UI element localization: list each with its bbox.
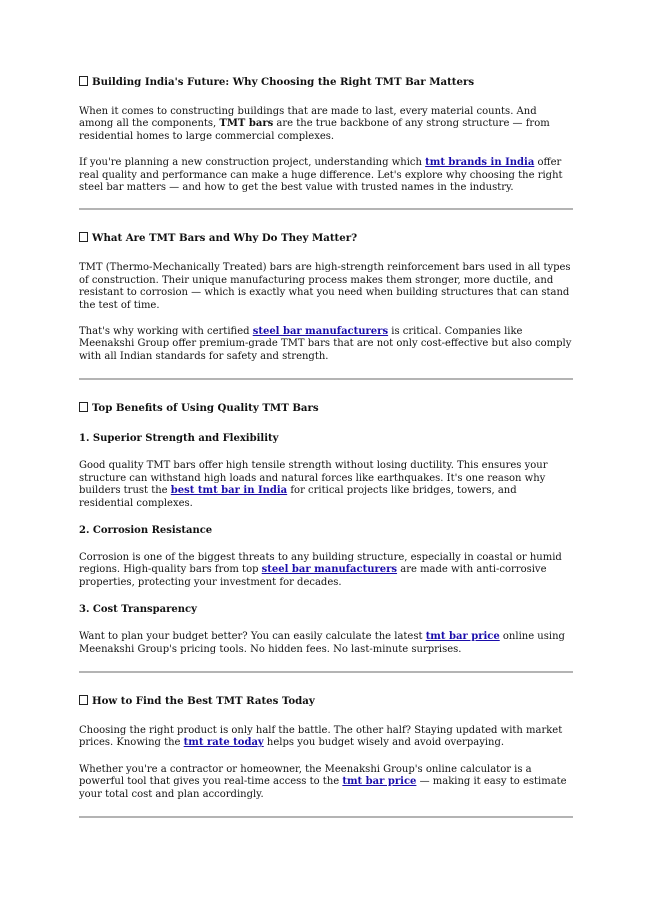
link-tmt-bar-price[interactable]: tmt bar price [342, 776, 417, 788]
paragraph: Corrosion is one of the biggest threats to any building structure, especially in coastal or humid regions. High-quality bars from top steel bar manufacturers are made with anti-corrosive properties, protecting your investment for decades. [79, 551, 562, 588]
link-tmt-bar-price[interactable]: tmt bar price [425, 631, 500, 643]
section-heading: How to Find the Best TMT Rates Today [79, 695, 573, 708]
link-best-tmt-bar[interactable]: best tmt bar in India [170, 485, 288, 497]
paragraph: Want to plan your budget better? You can easily calculate the latest tmt bar price online using Meenakshi Group's pricing tools. No hidden fees. No last-minute surprises. [79, 631, 565, 655]
paragraph: That's why working with certified steel bar manufacturers is critical. Companies like Meenakshi Group offer premium-grade TMT bars that are not only cost-effective but also comply with all Indian standards for safety and strength. [79, 326, 572, 362]
paragraph: Whether you're a contractor or homeowner, the Meenakshi Group's online calculator is a powerful tool that gives you real-time access to the tmt bar price — making it easy to estimate your total cost and plan accordingly. [79, 763, 567, 800]
subheading: 1. Superior Strength and Flexibility [79, 433, 279, 445]
document-page [79, 76, 573, 840]
checkbox-glyph-icon [79, 232, 88, 242]
checkbox-glyph-icon [79, 76, 88, 86]
paragraph: If you're planning a new construction project, understanding which tmt brands in India offer real quality and performance can make a huge difference. Let's explore why choosing the right steel bar matters — and how to get the best value with trusted names in the industry. [79, 157, 563, 194]
link-tmt-rate-today[interactable]: tmt rate today [183, 737, 264, 749]
divider [79, 816, 573, 818]
paragraph: When it comes to constructing buildings that are made to last, every material counts. And among all the components, TMT bars are the true backbone of any strong structure — from residential homes to large commercial complexes. [79, 106, 550, 142]
checkbox-glyph-icon [79, 402, 88, 412]
checkbox-glyph-icon [79, 695, 88, 705]
subheading: 2. Corrosion Resistance [79, 524, 213, 536]
subheading: 3. Cost Transparency [79, 604, 197, 616]
paragraph: Choosing the right product is only half the battle. The other half? Staying updated with market prices. Knowing the tmt rate today helps you budget wisely and avoid overpaying. [79, 724, 563, 749]
section-best-rates [79, 695, 573, 818]
section-heading: What Are TMT Bars and Why Do They Matter? [79, 232, 573, 245]
paragraph: TMT (Thermo-Mechanically Treated) bars are high-strength reinforcement bars used in all types of construction. Their unique manufacturing process makes them stronger, more ductile, and resistant to corrosion — which is exactly what you need when building structures that can stand the test of time. [79, 262, 571, 311]
section-what-are-tmt [79, 232, 573, 380]
link-steel-bar-manufacturers[interactable]: steel bar manufacturers [252, 326, 389, 338]
link-tmt-brands[interactable]: tmt brands in India [425, 157, 535, 169]
section-heading: Top Benefits of Using Quality TMT Bars [79, 402, 573, 415]
paragraph: Good quality TMT bars offer high tensile strength without losing ductility. This ensures your structure can withstand high loads and natural forces like earthquakes. It's one reason why builders trust the best tmt bar in India for critical projects like bridges, towers, and residential complexes. [79, 460, 548, 509]
link-steel-bar-manufacturers[interactable]: steel bar manufacturers [261, 564, 398, 576]
divider [79, 671, 573, 673]
divider [79, 208, 573, 210]
bold-term: TMT bars [219, 118, 274, 130]
section-top-benefits [79, 402, 573, 673]
section-heading: Building India's Future: Why Choosing the Right TMT Bar Matters [79, 76, 573, 89]
divider [79, 378, 573, 380]
section-building-future [79, 76, 573, 210]
